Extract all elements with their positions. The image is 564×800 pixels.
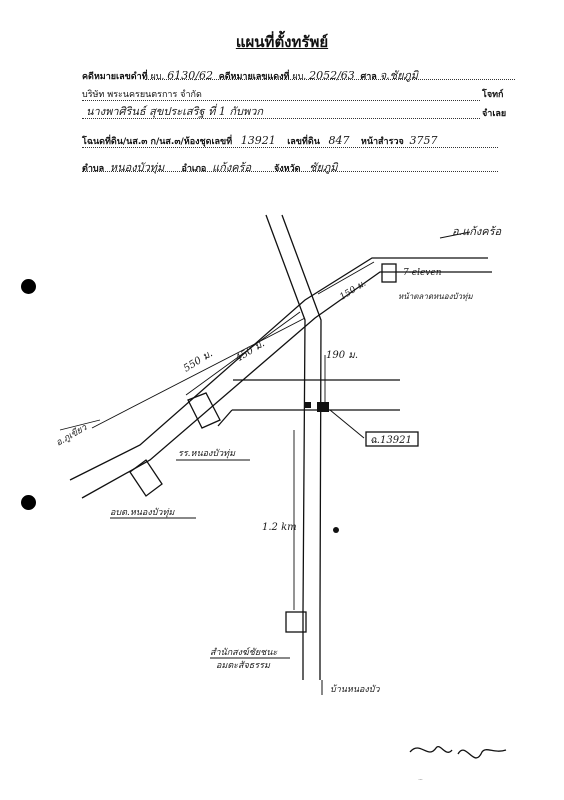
land-no-label: เลขที่ดิน (287, 137, 320, 147)
dim-550 (92, 318, 305, 428)
survey-page-label: หน้าสำรวจ (360, 137, 404, 147)
side-road-stub (218, 410, 232, 426)
case-red-prefix: ผบ. (292, 72, 307, 82)
case-red-label: คดีหมายเลขแดงที่ (218, 72, 290, 82)
court-label: ศาล (360, 72, 377, 82)
main-road-east-edge (282, 215, 321, 680)
temple-label: สำนักสงฆ์ชัยชนะ (210, 648, 278, 658)
parcel-leader (330, 410, 364, 438)
dist-550-label: 550 ม. (181, 348, 215, 375)
to-kaeng-khro-label: อ.แก้งคร้อ (452, 225, 502, 238)
district-office-label: อบต.หนองบัวทุ่ม (110, 508, 175, 518)
subdistrict-label: ตำบล (82, 164, 105, 174)
survey-page-value: 3757 (409, 134, 438, 147)
province-label: จังหวัด (273, 164, 301, 174)
case-black-prefix: ผบ. (150, 72, 165, 82)
to-west-label: อ.ภูเขียว (54, 423, 89, 449)
signature-text: ลายมือชื่อ (418, 780, 423, 781)
deed-label: โฉนดที่ดิน/นส.๓ ก/นส.๓/ห้องชุดเลขที่ (82, 137, 233, 147)
highway-edge-lower (82, 272, 492, 498)
seven-eleven-box (382, 264, 396, 282)
case-black-label: คดีหมายเลขดำที่ (82, 72, 148, 82)
dist-1-2km-label: 1.2 km (262, 522, 297, 533)
dist-150-label: 150 ม. (338, 278, 369, 303)
dist-450-label: 450 ม. (233, 338, 267, 365)
district-value: แก้งคร้อ (212, 161, 252, 174)
parcel-label: ฉ.13921 (370, 435, 412, 446)
case-black-value: 6130/62 (167, 69, 213, 82)
plaintiff-label: โจทก์ (482, 90, 504, 100)
temple-sub: อมตะสัจธรรม (216, 661, 270, 671)
district-label: อำเภอ (181, 164, 207, 174)
case-red-value: 2052/63 (309, 69, 355, 82)
page-title: แผนที่ตั้งทรัพย์ (235, 33, 329, 51)
seven-eleven-sub: หน้าตลาดหนองบัวทุ่ม (398, 292, 473, 301)
province-value: ชัยภูมิ (309, 161, 338, 174)
signature (410, 747, 506, 781)
plaintiff-value: บริษัท พระนครยนตรการ จำกัด (82, 90, 202, 100)
deed-value: 13921 (240, 134, 276, 147)
defendant-label: จำเลย (482, 109, 507, 119)
to-south-label: บ้านหนองบัว (330, 685, 380, 695)
dist-190-label: 190 ม. (326, 350, 359, 361)
school-label: รร.หนองบัวทุ่ม (178, 449, 236, 459)
seven-eleven-label: 7-eleven (403, 268, 442, 278)
landmark-dot (333, 527, 339, 533)
defendant-value: นางพาศิรินธ์ สุขประเสริฐ ที่ 1 กับพวก (86, 105, 264, 118)
district-office-box (130, 460, 162, 496)
main-road-west-edge (266, 215, 305, 680)
court-value: จ.ชัยภูมิ (379, 69, 419, 82)
subdistrict-value: หนองบัวทุ่ม (109, 161, 165, 174)
land-no-value: 847 (328, 134, 350, 147)
